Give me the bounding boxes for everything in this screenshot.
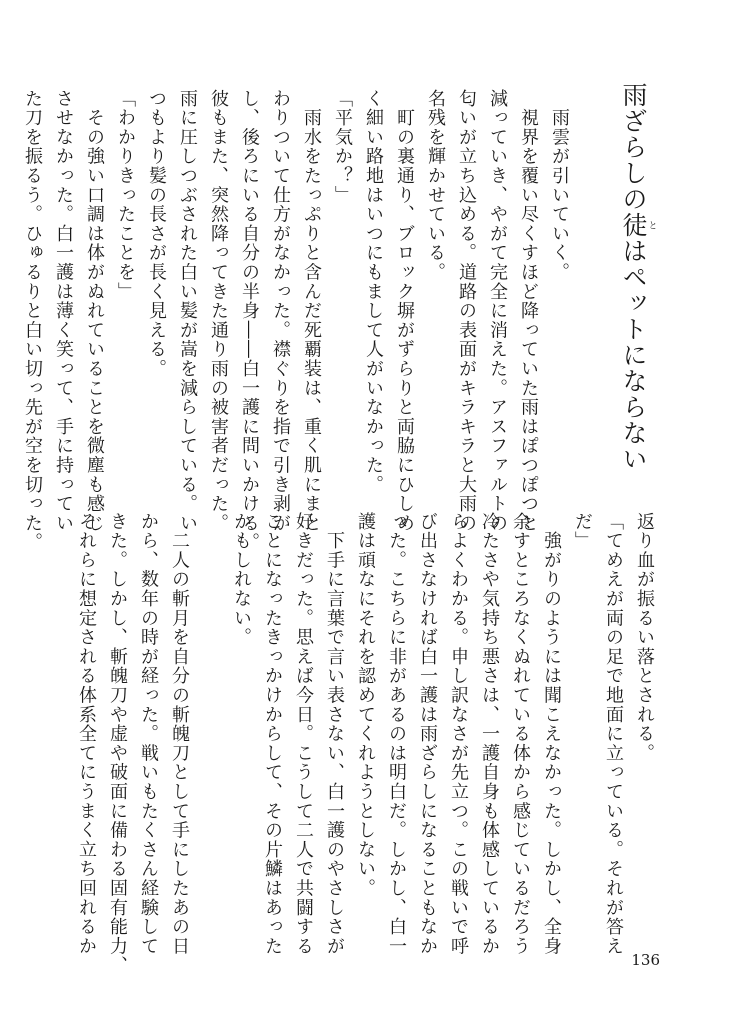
upper-text-line: させなかった。白一護は薄く笑って、手に持ってい — [53, 89, 74, 533]
upper-text-line: た刀を振るう。ひゅるりと白い切っ先が空を切った。 — [22, 89, 43, 553]
lower-text-line: 二人の斬月を自分の斬魄刀として手にしたあの日 — [169, 512, 190, 956]
upper-text-line: 雨に圧しつぶされた白い髪が嵩を減らしている。い — [177, 89, 198, 533]
upper-text-line: 視界を覆い尽くすほど降っていた雨はぽつぽつと — [518, 89, 539, 533]
lower-text-line: 強がりのようには聞こえなかった。しかし、全身 — [541, 512, 562, 956]
upper-text-line: し、後ろにいる自分の半身――白一護に問いかける。 — [239, 89, 260, 553]
upper-text-line: 雨水をたっぷりと含んだ死覇装は、重く肌にまと — [301, 89, 322, 533]
upper-text-line: 匂いが立ち込める。道路の表面がキラキラと大雨の — [456, 89, 477, 533]
lower-text-line: だ」 — [572, 512, 593, 551]
lower-text-line: 「てめえが両の足で地面に立っている。それが答え — [603, 512, 624, 956]
lower-text-line: び出さなければ白一護は雨ざらしになることもなか — [417, 512, 438, 956]
lower-text-line: 下手に言葉で言い表さない、白一護のやさしさが — [324, 512, 345, 956]
chapter-title-after: はペットにならない — [619, 238, 648, 472]
lower-text-line: それらに想定される体系全てにうまく立ち回れるか — [76, 512, 97, 956]
upper-text-line: 「平気か？」 — [332, 89, 353, 205]
upper-text-line: 減っていき、やがて完全に消えた。アスファルトの — [487, 89, 508, 533]
lower-text-line — [195, 512, 226, 912]
upper-text-line: 名残を輝かせている。 — [425, 89, 446, 282]
lower-text-line: 護は頑なにそれを認めてくれようとしない。 — [355, 512, 376, 898]
chapter-title — [611, 82, 657, 472]
upper-text-line: わりついて仕方がなかった。襟ぐりを指で引き剥が — [270, 89, 291, 533]
lower-text-line: から、数年の時が経った。戦いもたくさん経験して — [138, 512, 159, 956]
lower-text-line: 冷たさや気持ち悪さは、一護自身も体感しているか — [479, 512, 500, 956]
upper-text-line: つもより髪の長さが長く見える。 — [146, 89, 167, 379]
lower-text-line: かもしれない。 — [231, 512, 252, 648]
lower-text-line: 好きだった。思えば今日。こうして二人で共闘する — [293, 512, 314, 956]
lower-text-line: 余すところなくぬれている体から感じているだろう — [510, 512, 531, 956]
chapter-title-ruby-base: 徒 — [619, 212, 648, 238]
upper-text-line: 雨雲が引いていく。 — [549, 89, 570, 282]
chapter-title-ruby-text: と — [646, 212, 657, 238]
chapter-title-ruby — [619, 212, 657, 238]
upper-text-block — [22, 89, 575, 553]
upper-text-line: く細い路地はいつにもまして人がいなかった。 — [363, 89, 384, 495]
lower-text-line: らよくわかる。申し訳なさが先立つ。この戦いで呼 — [448, 512, 469, 956]
lower-text-line: ことになったきっかけからして、その片鱗はあった — [262, 512, 283, 956]
upper-text-line: 町の裏通り、ブロック塀がずらりと両脇にひしめ — [394, 89, 415, 533]
upper-text-line: 「わかりきったことを」 — [115, 89, 136, 302]
lower-text-line: った。こちらに非があるのは明白だ。しかし、白一 — [386, 512, 407, 956]
upper-text-line: 彼もまた、突然降ってきた通り雨の被害者だった。 — [208, 89, 229, 533]
lower-text-line: 返り血が振るい落とされる。 — [634, 512, 655, 763]
upper-text-line: その強い口調は体がぬれていることを微塵も感じ — [84, 89, 105, 533]
page-number: 136 — [631, 951, 660, 969]
chapter-title-before: 雨ざらしの — [619, 82, 648, 212]
lower-text-line: きた。しかし、斬魄刀や虚や破面に備わる固有能力、 — [107, 512, 128, 976]
